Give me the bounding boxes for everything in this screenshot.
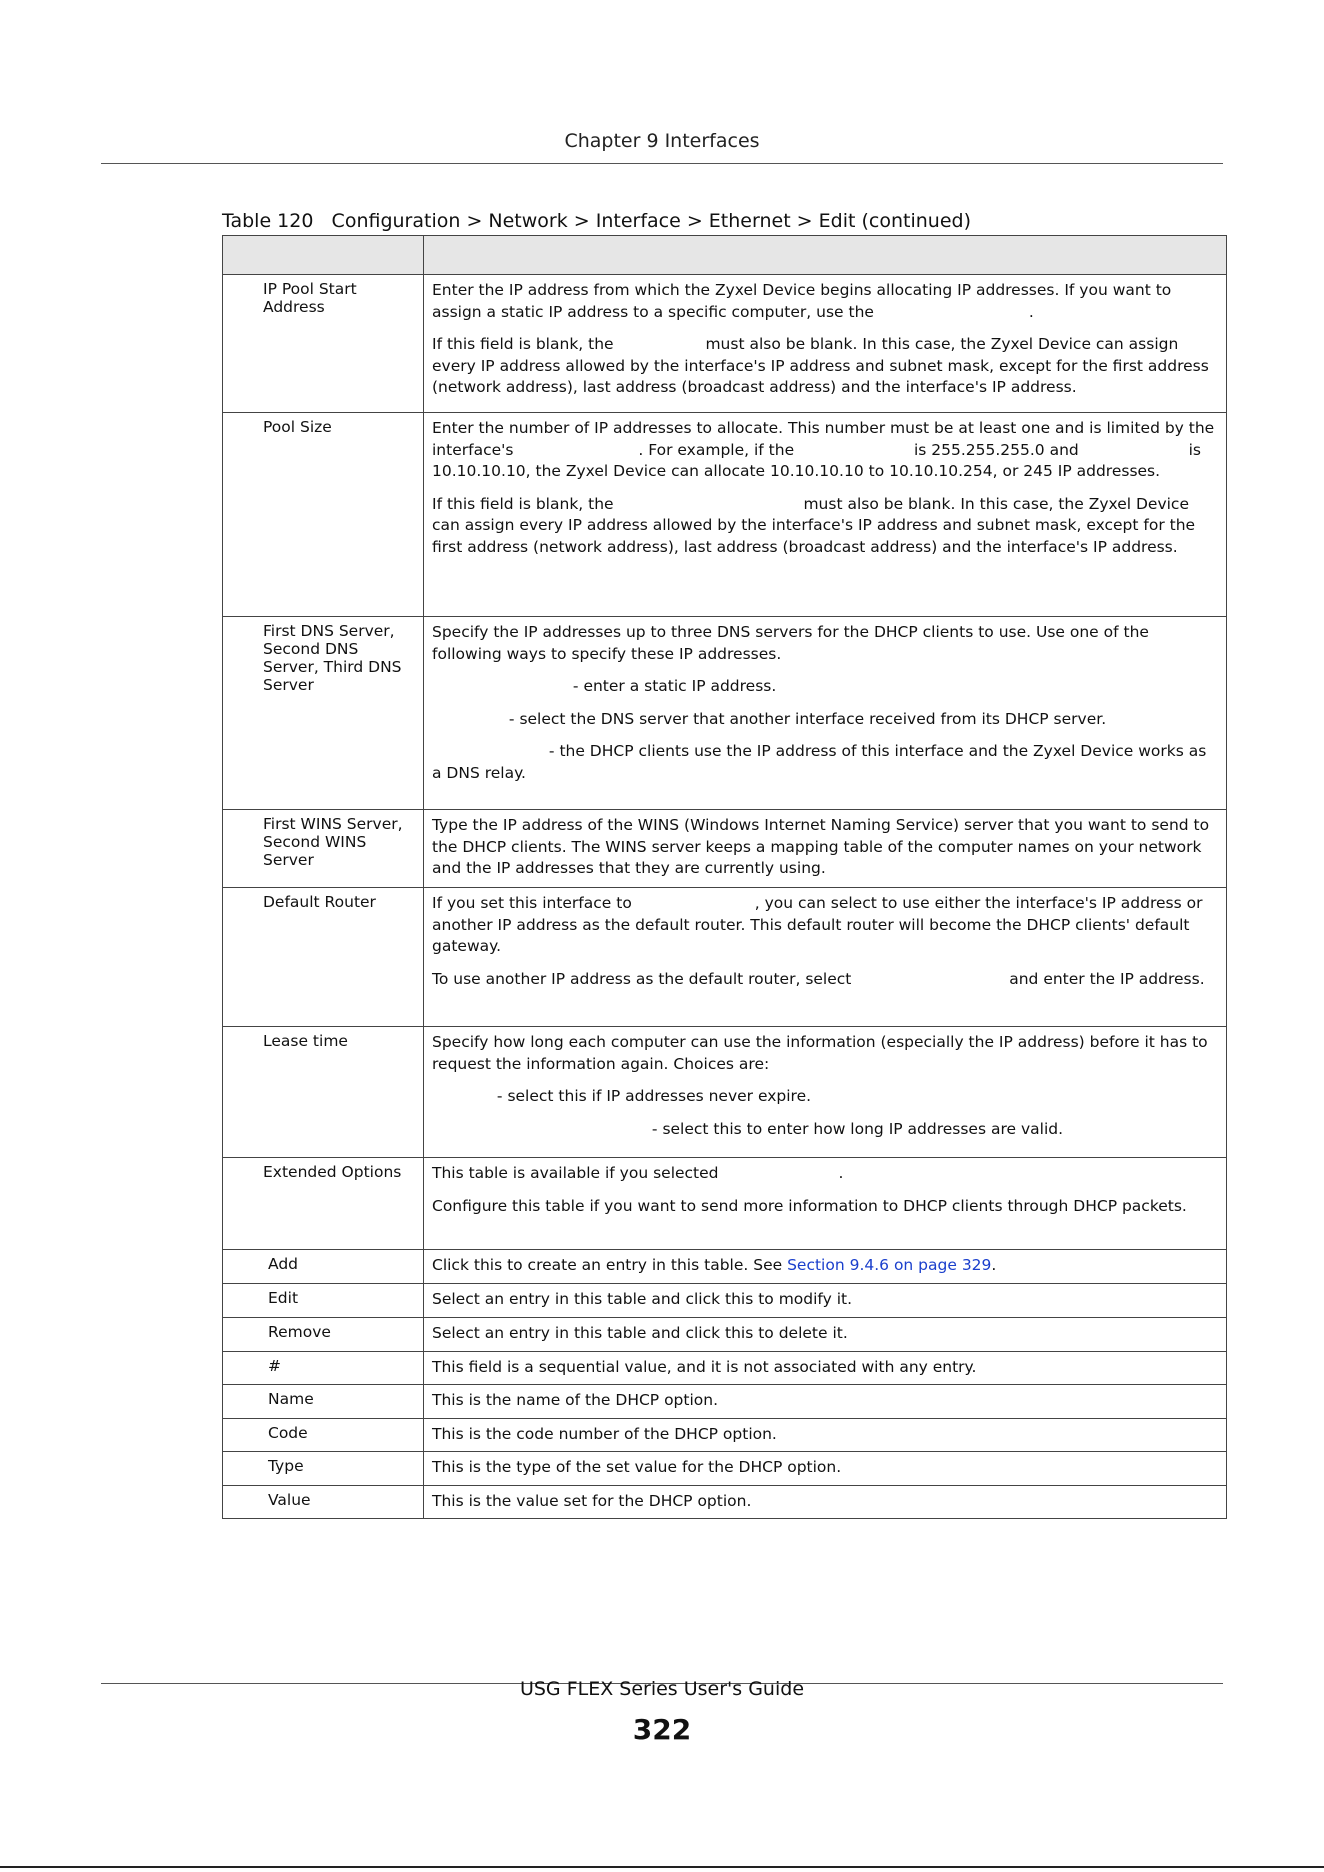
- table-row: [223, 1419, 1227, 1452]
- table-row: [223, 1486, 1227, 1519]
- table-row: [223, 810, 1227, 888]
- table-row: [223, 1318, 1227, 1352]
- row-description: [424, 1027, 1227, 1158]
- description-paragraph: If this field is blank, the must also be blank. In this case, the Zyxel Device can assign every IP address allowed by the interface's IP address and subnet mask, except for the first address (network address), last address (broadcast address) and the interface's IP address.: [432, 494, 1196, 556]
- description-paragraph: - select the DNS server that another interface received from its DHCP server.: [504, 709, 1107, 728]
- row-label: First DNS Server, Second DNS Server, Third DNS Server: [223, 617, 424, 810]
- description-paragraph: Type the IP address of the WINS (Windows Internet Naming Service) server that you want to send to the DHCP clients. The WINS server keeps a mapping table of the computer names on your network and the IP addresses that they are currently using.: [432, 816, 1210, 877]
- guide-title: USG FLEX Series User's Guide: [519, 1678, 805, 1700]
- header-description-cell: [424, 236, 1227, 275]
- row-label: #: [223, 1352, 424, 1385]
- description-paragraph: To use another IP address as the default router, select and enter the IP address.: [432, 969, 1205, 988]
- description-paragraph: Enter the IP address from which the Zyxel Device begins allocating IP addresses. If you want to assign a static IP address to a specific computer, use the .: [432, 281, 1172, 321]
- row-description: This field is a sequential value, and it is not associated with any entry.: [424, 1352, 1227, 1385]
- table-row: [223, 1452, 1227, 1486]
- description-paragraph: Specify how long each computer can use the information (especially the IP address) before it has to request the information again. Choices are:: [432, 1033, 1208, 1073]
- table-row: [223, 1352, 1227, 1385]
- description-paragraph: Specify the IP addresses up to three DNS servers for the DHCP clients to use. Use one of the following ways to specify these IP addresses.: [432, 623, 1149, 663]
- chapter-title: Chapter 9 Interfaces: [564, 130, 760, 152]
- row-label: Extended Options: [223, 1158, 424, 1250]
- row-description: [424, 413, 1227, 617]
- row-label: Type: [223, 1452, 424, 1486]
- row-description: [424, 888, 1227, 1027]
- row-description: This is the name of the DHCP option.: [424, 1385, 1227, 1419]
- table-header-row: [223, 236, 1227, 275]
- description-paragraph: - enter a static IP address.: [568, 677, 777, 695]
- header-label-cell: [223, 236, 424, 275]
- row-description: [424, 275, 1227, 413]
- description-paragraph: - the DHCP clients use the IP address of this interface and the Zyxel Device works as a DNS relay.: [432, 742, 1207, 782]
- table-row: [223, 1250, 1227, 1284]
- table-row: [223, 1158, 1227, 1250]
- description-paragraph: - select this if IP addresses never expire.: [492, 1087, 812, 1105]
- row-label: Name: [223, 1385, 424, 1419]
- section-link[interactable]: Section 9.4.6 on page 329: [787, 1256, 992, 1274]
- row-label: Default Router: [223, 888, 424, 1027]
- table-row: [223, 275, 1227, 413]
- header-rule: [101, 163, 1223, 164]
- table-row: [223, 413, 1227, 617]
- row-label: Lease time: [223, 1027, 424, 1158]
- row-description: This is the value set for the DHCP option.: [424, 1486, 1227, 1519]
- description-paragraph: Configure this table if you want to send more information to DHCP clients through DHCP packets.: [432, 1196, 1187, 1215]
- row-label: Edit: [223, 1284, 424, 1318]
- row-label: IP Pool Start Address: [223, 275, 424, 413]
- row-label: Add: [223, 1250, 424, 1284]
- row-label: First WINS Server, Second WINS Server: [223, 810, 424, 888]
- table-row: [223, 1284, 1227, 1318]
- row-description: Select an entry in this table and click this to modify it.: [424, 1284, 1227, 1318]
- row-label: Remove: [223, 1318, 424, 1352]
- row-description: [424, 617, 1227, 810]
- page-bottom-edge: [0, 1866, 1324, 1868]
- table-row: [223, 888, 1227, 1027]
- description-paragraph: If this field is blank, the must also be blank. In this case, the Zyxel Device can assign every IP address allowed by the interface's IP address and subnet mask, except for the first address (network address), last address (broadcast address) and the interface's IP address.: [432, 335, 1209, 396]
- table-caption: Table 120 Configuration > Network > Interface > Ethernet > Edit (continued): [222, 210, 971, 232]
- row-description: This is the code number of the DHCP option.: [424, 1419, 1227, 1452]
- table-row: [223, 1385, 1227, 1419]
- field-description-table: [222, 235, 1227, 1519]
- table-row: [223, 1027, 1227, 1158]
- description-paragraph: - select this to enter how long IP addresses are valid.: [647, 1119, 1064, 1138]
- row-description: [424, 1158, 1227, 1250]
- description-paragraph: This table is available if you selected .: [432, 1164, 844, 1182]
- row-description: [424, 810, 1227, 888]
- row-description: Select an entry in this table and click this to delete it.: [424, 1318, 1227, 1352]
- row-label: Pool Size: [223, 413, 424, 617]
- row-description: This is the type of the set value for the DHCP option.: [424, 1452, 1227, 1486]
- row-description: Click this to create an entry in this table. See Section 9.4.6 on page 329.: [424, 1250, 1227, 1284]
- page-number: 322: [632, 1713, 692, 1746]
- row-label: Value: [223, 1486, 424, 1519]
- description-paragraph: Enter the number of IP addresses to allocate. This number must be at least one and is limited by the interface's . For example, if the is 255.255.255.0 and is 10.10.10.10, the Zyxel Device can allocate 10.10.10.10 to 10.10.10.254, or 245 IP addresses.: [432, 419, 1215, 480]
- description-paragraph: If you set this interface to , you can select to use either the interface's IP address or another IP address as the default router. This default router will become the DHCP clients' default gateway.: [432, 894, 1203, 955]
- table-row: [223, 617, 1227, 810]
- row-label: Code: [223, 1419, 424, 1452]
